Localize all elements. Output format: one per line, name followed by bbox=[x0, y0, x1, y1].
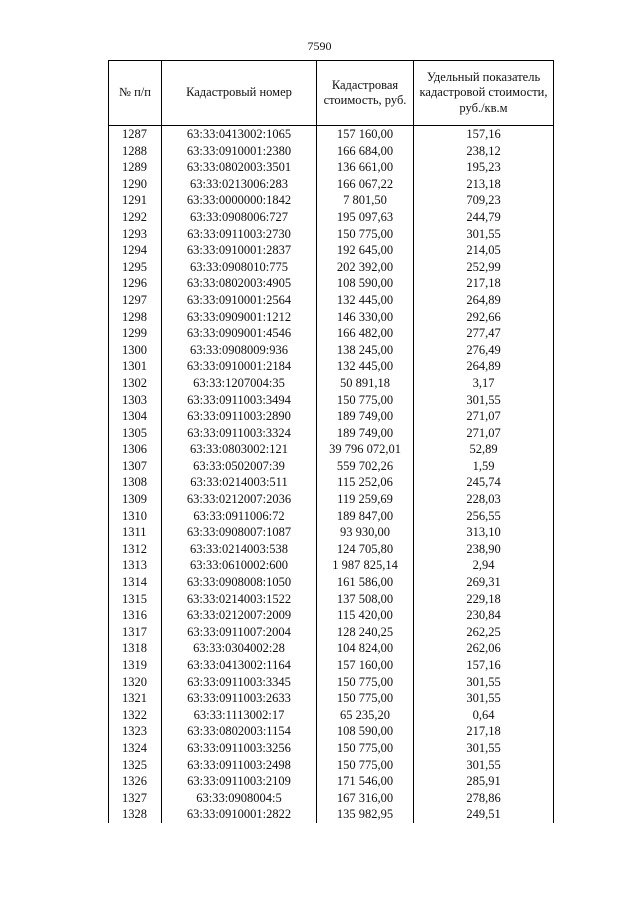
cell-row-number: 1288 bbox=[109, 143, 162, 160]
cell-row-number: 1319 bbox=[109, 657, 162, 674]
table-row bbox=[109, 375, 554, 392]
table-row bbox=[109, 392, 554, 409]
cell-row-number: 1289 bbox=[109, 159, 162, 176]
cell-cadastral-number: 63:33:0802003:1154 bbox=[162, 723, 317, 740]
cell-cadastral-value: 124 705,80 bbox=[317, 541, 414, 558]
cell-row-number: 1316 bbox=[109, 607, 162, 624]
table-row bbox=[109, 425, 554, 442]
table-row bbox=[109, 790, 554, 807]
table-row bbox=[109, 508, 554, 525]
table-row bbox=[109, 126, 554, 143]
cell-specific-value: 301,55 bbox=[414, 690, 554, 707]
cell-specific-value: 278,86 bbox=[414, 790, 554, 807]
cell-row-number: 1322 bbox=[109, 707, 162, 724]
cell-cadastral-number: 63:33:0910001:2564 bbox=[162, 292, 317, 309]
cell-row-number: 1311 bbox=[109, 524, 162, 541]
table-row bbox=[109, 723, 554, 740]
cell-specific-value: 269,31 bbox=[414, 574, 554, 591]
cell-cadastral-value: 167 316,00 bbox=[317, 790, 414, 807]
table-header-row bbox=[109, 61, 554, 126]
header-cadastral-value: Кадастровая стоимость, руб. bbox=[317, 61, 414, 126]
cell-row-number: 1318 bbox=[109, 640, 162, 657]
cell-cadastral-value: 166 067,22 bbox=[317, 176, 414, 193]
table-row bbox=[109, 541, 554, 558]
cell-row-number: 1291 bbox=[109, 192, 162, 209]
cell-specific-value: 1,59 bbox=[414, 458, 554, 475]
cell-cadastral-number: 63:33:0908006:727 bbox=[162, 209, 317, 226]
table-row bbox=[109, 309, 554, 326]
cell-specific-value: 271,07 bbox=[414, 425, 554, 442]
table-row bbox=[109, 292, 554, 309]
cell-cadastral-value: 189 749,00 bbox=[317, 425, 414, 442]
cell-cadastral-number: 63:33:0413002:1164 bbox=[162, 657, 317, 674]
cell-specific-value: 262,25 bbox=[414, 624, 554, 641]
table-row bbox=[109, 358, 554, 375]
cell-cadastral-number: 63:33:0910001:2837 bbox=[162, 242, 317, 259]
cell-specific-value: 0,64 bbox=[414, 707, 554, 724]
cell-cadastral-value: 65 235,20 bbox=[317, 707, 414, 724]
cell-row-number: 1317 bbox=[109, 624, 162, 641]
cell-cadastral-value: 166 684,00 bbox=[317, 143, 414, 160]
cell-cadastral-number: 63:33:0908009:936 bbox=[162, 342, 317, 359]
cell-specific-value: 52,89 bbox=[414, 441, 554, 458]
cell-specific-value: 301,55 bbox=[414, 226, 554, 243]
cell-row-number: 1309 bbox=[109, 491, 162, 508]
cell-specific-value: 245,74 bbox=[414, 474, 554, 491]
cell-specific-value: 249,51 bbox=[414, 806, 554, 823]
cell-specific-value: 301,55 bbox=[414, 392, 554, 409]
cell-cadastral-value: 132 445,00 bbox=[317, 292, 414, 309]
cell-row-number: 1314 bbox=[109, 574, 162, 591]
cell-cadastral-value: 171 546,00 bbox=[317, 773, 414, 790]
page-number: 7590 bbox=[307, 39, 332, 53]
table-row bbox=[109, 325, 554, 342]
cell-cadastral-value: 108 590,00 bbox=[317, 275, 414, 292]
cell-cadastral-value: 189 749,00 bbox=[317, 408, 414, 425]
table-row bbox=[109, 491, 554, 508]
cell-cadastral-value: 166 482,00 bbox=[317, 325, 414, 342]
table-row bbox=[109, 806, 554, 823]
cell-cadastral-number: 63:33:0908008:1050 bbox=[162, 574, 317, 591]
cell-cadastral-value: 137 508,00 bbox=[317, 591, 414, 608]
cell-cadastral-value: 195 097,63 bbox=[317, 209, 414, 226]
cell-cadastral-number: 63:33:0911003:2730 bbox=[162, 226, 317, 243]
cell-specific-value: 238,12 bbox=[414, 143, 554, 160]
table-row bbox=[109, 259, 554, 276]
table-row bbox=[109, 690, 554, 707]
cell-cadastral-number: 63:33:0911003:2633 bbox=[162, 690, 317, 707]
cell-specific-value: 292,66 bbox=[414, 309, 554, 326]
cell-row-number: 1294 bbox=[109, 242, 162, 259]
cell-cadastral-value: 7 801,50 bbox=[317, 192, 414, 209]
cell-cadastral-number: 63:33:0911003:2498 bbox=[162, 757, 317, 774]
cell-cadastral-value: 136 661,00 bbox=[317, 159, 414, 176]
cadastral-value-table bbox=[108, 60, 554, 823]
cell-cadastral-value: 115 420,00 bbox=[317, 607, 414, 624]
cell-row-number: 1308 bbox=[109, 474, 162, 491]
header-cadastral-number: Кадастровый номер bbox=[162, 61, 317, 126]
cell-row-number: 1301 bbox=[109, 358, 162, 375]
cell-cadastral-number: 63:33:0304002:28 bbox=[162, 640, 317, 657]
cell-cadastral-number: 63:33:0908010:775 bbox=[162, 259, 317, 276]
header-specific-value: Удельный показатель кадастровой стоимости, руб./кв.м bbox=[414, 61, 554, 126]
table-row bbox=[109, 159, 554, 176]
cell-cadastral-value: 138 245,00 bbox=[317, 342, 414, 359]
header-row-number: № п/п bbox=[109, 61, 162, 126]
table-row bbox=[109, 707, 554, 724]
table-row bbox=[109, 740, 554, 757]
cell-specific-value: 264,89 bbox=[414, 292, 554, 309]
cell-row-number: 1306 bbox=[109, 441, 162, 458]
cell-cadastral-number: 63:33:0502007:39 bbox=[162, 458, 317, 475]
cell-cadastral-number: 63:33:0214003:511 bbox=[162, 474, 317, 491]
cell-cadastral-number: 63:33:0911003:3324 bbox=[162, 425, 317, 442]
cell-row-number: 1290 bbox=[109, 176, 162, 193]
cell-cadastral-number: 63:33:0212007:2036 bbox=[162, 491, 317, 508]
cell-cadastral-value: 150 775,00 bbox=[317, 740, 414, 757]
table-row bbox=[109, 591, 554, 608]
cell-specific-value: 709,23 bbox=[414, 192, 554, 209]
cell-cadastral-value: 150 775,00 bbox=[317, 690, 414, 707]
cell-cadastral-number: 63:33:0911003:3345 bbox=[162, 674, 317, 691]
cell-specific-value: 217,18 bbox=[414, 723, 554, 740]
cell-specific-value: 230,84 bbox=[414, 607, 554, 624]
cell-cadastral-number: 63:33:0910001:2380 bbox=[162, 143, 317, 160]
table-body bbox=[109, 126, 554, 823]
cell-row-number: 1293 bbox=[109, 226, 162, 243]
table-row bbox=[109, 757, 554, 774]
cell-cadastral-number: 63:33:0911003:3494 bbox=[162, 392, 317, 409]
table-row bbox=[109, 143, 554, 160]
cell-cadastral-number: 63:33:0802003:4905 bbox=[162, 275, 317, 292]
cell-row-number: 1328 bbox=[109, 806, 162, 823]
table-row bbox=[109, 574, 554, 591]
cell-cadastral-value: 192 645,00 bbox=[317, 242, 414, 259]
cell-specific-value: 213,18 bbox=[414, 176, 554, 193]
cell-cadastral-number: 63:33:0214003:538 bbox=[162, 541, 317, 558]
cell-specific-value: 264,89 bbox=[414, 358, 554, 375]
cell-cadastral-number: 63:33:0802003:3501 bbox=[162, 159, 317, 176]
table-row bbox=[109, 657, 554, 674]
table-row bbox=[109, 176, 554, 193]
cell-specific-value: 301,55 bbox=[414, 674, 554, 691]
cell-specific-value: 313,10 bbox=[414, 524, 554, 541]
cell-row-number: 1315 bbox=[109, 591, 162, 608]
table-row bbox=[109, 773, 554, 790]
cell-cadastral-value: 115 252,06 bbox=[317, 474, 414, 491]
cell-row-number: 1326 bbox=[109, 773, 162, 790]
table-row bbox=[109, 275, 554, 292]
cell-cadastral-value: 150 775,00 bbox=[317, 392, 414, 409]
cell-cadastral-number: 63:33:0911003:3256 bbox=[162, 740, 317, 757]
cell-cadastral-value: 559 702,26 bbox=[317, 458, 414, 475]
table-row bbox=[109, 209, 554, 226]
cell-cadastral-value: 132 445,00 bbox=[317, 358, 414, 375]
cell-cadastral-value: 161 586,00 bbox=[317, 574, 414, 591]
table-row bbox=[109, 242, 554, 259]
cell-cadastral-number: 63:33:0908004:5 bbox=[162, 790, 317, 807]
cell-cadastral-value: 146 330,00 bbox=[317, 309, 414, 326]
cell-cadastral-number: 63:33:0910001:2822 bbox=[162, 806, 317, 823]
cell-row-number: 1320 bbox=[109, 674, 162, 691]
cell-cadastral-value: 150 775,00 bbox=[317, 226, 414, 243]
cell-cadastral-number: 63:33:0911006:72 bbox=[162, 508, 317, 525]
table-row bbox=[109, 524, 554, 541]
table-row bbox=[109, 441, 554, 458]
cell-cadastral-value: 202 392,00 bbox=[317, 259, 414, 276]
cell-cadastral-number: 63:33:1113002:17 bbox=[162, 707, 317, 724]
cell-cadastral-value: 119 259,69 bbox=[317, 491, 414, 508]
cell-cadastral-value: 50 891,18 bbox=[317, 375, 414, 392]
cell-specific-value: 285,91 bbox=[414, 773, 554, 790]
cell-specific-value: 244,79 bbox=[414, 209, 554, 226]
cell-row-number: 1302 bbox=[109, 375, 162, 392]
cell-specific-value: 276,49 bbox=[414, 342, 554, 359]
cell-specific-value: 271,07 bbox=[414, 408, 554, 425]
cell-cadastral-number: 63:33:0803002:121 bbox=[162, 441, 317, 458]
cell-cadastral-number: 63:33:0213006:283 bbox=[162, 176, 317, 193]
cell-cadastral-value: 150 775,00 bbox=[317, 674, 414, 691]
cell-cadastral-value: 39 796 072,01 bbox=[317, 441, 414, 458]
cell-row-number: 1305 bbox=[109, 425, 162, 442]
cell-specific-value: 157,16 bbox=[414, 126, 554, 143]
cell-specific-value: 256,55 bbox=[414, 508, 554, 525]
cell-specific-value: 214,05 bbox=[414, 242, 554, 259]
cell-row-number: 1296 bbox=[109, 275, 162, 292]
cell-specific-value: 157,16 bbox=[414, 657, 554, 674]
table-row bbox=[109, 408, 554, 425]
cell-row-number: 1303 bbox=[109, 392, 162, 409]
cell-row-number: 1327 bbox=[109, 790, 162, 807]
cell-specific-value: 229,18 bbox=[414, 591, 554, 608]
cell-row-number: 1323 bbox=[109, 723, 162, 740]
cell-specific-value: 228,03 bbox=[414, 491, 554, 508]
cell-cadastral-value: 135 982,95 bbox=[317, 806, 414, 823]
cell-cadastral-value: 1 987 825,14 bbox=[317, 557, 414, 574]
table-row bbox=[109, 607, 554, 624]
cell-specific-value: 262,06 bbox=[414, 640, 554, 657]
table-row bbox=[109, 342, 554, 359]
cell-row-number: 1287 bbox=[109, 126, 162, 143]
cell-row-number: 1312 bbox=[109, 541, 162, 558]
cell-cadastral-value: 93 930,00 bbox=[317, 524, 414, 541]
cell-cadastral-number: 63:33:0911007:2004 bbox=[162, 624, 317, 641]
cell-row-number: 1297 bbox=[109, 292, 162, 309]
cell-specific-value: 252,99 bbox=[414, 259, 554, 276]
cell-cadastral-number: 63:33:0911003:2890 bbox=[162, 408, 317, 425]
cell-cadastral-value: 157 160,00 bbox=[317, 657, 414, 674]
cell-specific-value: 217,18 bbox=[414, 275, 554, 292]
table-row bbox=[109, 640, 554, 657]
cell-specific-value: 301,55 bbox=[414, 740, 554, 757]
cell-specific-value: 2,94 bbox=[414, 557, 554, 574]
cell-row-number: 1310 bbox=[109, 508, 162, 525]
cell-row-number: 1325 bbox=[109, 757, 162, 774]
cell-cadastral-number: 63:33:0908007:1087 bbox=[162, 524, 317, 541]
cell-row-number: 1299 bbox=[109, 325, 162, 342]
cell-cadastral-value: 108 590,00 bbox=[317, 723, 414, 740]
table-row bbox=[109, 226, 554, 243]
table-row bbox=[109, 474, 554, 491]
cell-row-number: 1304 bbox=[109, 408, 162, 425]
table-row bbox=[109, 458, 554, 475]
cell-cadastral-number: 63:33:0909001:4546 bbox=[162, 325, 317, 342]
table-row bbox=[109, 674, 554, 691]
cell-row-number: 1298 bbox=[109, 309, 162, 326]
cell-cadastral-number: 63:33:0911003:2109 bbox=[162, 773, 317, 790]
cell-row-number: 1295 bbox=[109, 259, 162, 276]
cell-row-number: 1292 bbox=[109, 209, 162, 226]
cell-cadastral-number: 63:33:0610002:600 bbox=[162, 557, 317, 574]
cell-cadastral-value: 157 160,00 bbox=[317, 126, 414, 143]
cell-cadastral-number: 63:33:0000000:1842 bbox=[162, 192, 317, 209]
cell-specific-value: 277,47 bbox=[414, 325, 554, 342]
cell-cadastral-number: 63:33:0214003:1522 bbox=[162, 591, 317, 608]
cell-cadastral-value: 189 847,00 bbox=[317, 508, 414, 525]
cell-cadastral-number: 63:33:0909001:1212 bbox=[162, 309, 317, 326]
cell-cadastral-value: 104 824,00 bbox=[317, 640, 414, 657]
cell-cadastral-number: 63:33:1207004:35 bbox=[162, 375, 317, 392]
cell-cadastral-value: 150 775,00 bbox=[317, 757, 414, 774]
cell-row-number: 1313 bbox=[109, 557, 162, 574]
table-row bbox=[109, 192, 554, 209]
cell-row-number: 1300 bbox=[109, 342, 162, 359]
cell-cadastral-number: 63:33:0910001:2184 bbox=[162, 358, 317, 375]
cell-cadastral-number: 63:33:0413002:1065 bbox=[162, 126, 317, 143]
cell-cadastral-number: 63:33:0212007:2009 bbox=[162, 607, 317, 624]
cell-specific-value: 195,23 bbox=[414, 159, 554, 176]
cell-specific-value: 238,90 bbox=[414, 541, 554, 558]
cell-cadastral-value: 128 240,25 bbox=[317, 624, 414, 641]
cell-specific-value: 3,17 bbox=[414, 375, 554, 392]
cell-row-number: 1324 bbox=[109, 740, 162, 757]
cell-specific-value: 301,55 bbox=[414, 757, 554, 774]
table-row bbox=[109, 557, 554, 574]
cell-row-number: 1321 bbox=[109, 690, 162, 707]
cell-row-number: 1307 bbox=[109, 458, 162, 475]
table-row bbox=[109, 624, 554, 641]
